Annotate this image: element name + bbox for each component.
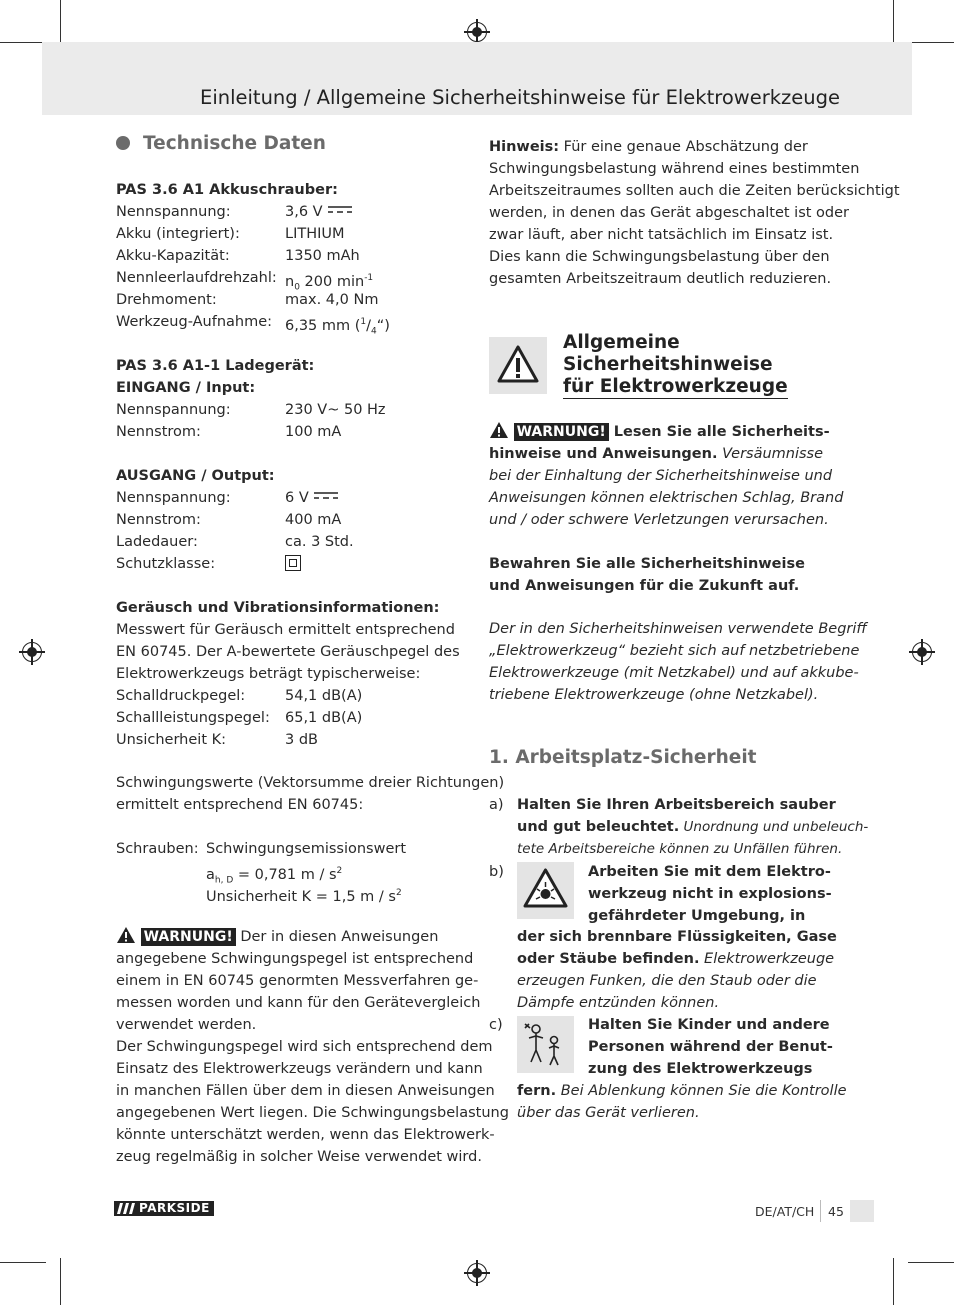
spec-label: Akku-Kapazität: xyxy=(116,248,230,264)
spec-label: Nennstrom: xyxy=(116,424,201,440)
crop-mark xyxy=(893,1258,894,1305)
text-line: der sich brennbare Flüssigkeiten, Gase xyxy=(517,929,837,945)
text-line: Halten Sie Ihren Arbeitsbereich sauber xyxy=(517,797,836,813)
spec-value: 100 mA xyxy=(285,424,342,440)
text-line: angegebene Schwingungspegel ist entsprechend xyxy=(116,951,474,967)
spec-value: $a_{h, D} = 0,781$ m / $s^2$ xyxy=(206,866,343,886)
spec-label: Nennleerlaufdrehzahl: xyxy=(116,270,277,286)
text-line: Halten Sie Kinder und andere xyxy=(588,1017,830,1033)
text-line: zung des Elektrowerkzeugs xyxy=(588,1061,813,1077)
text-line: und gut beleuchtet. Unordnung und unbeleuch- xyxy=(517,819,869,835)
spec-value: 3 dB xyxy=(285,732,318,748)
registration-mark-icon xyxy=(467,22,487,42)
protection-class-icon xyxy=(285,555,301,571)
input-title: EINGANG / Input: xyxy=(116,380,256,396)
text-line: gefährdeter Umgebung, in xyxy=(588,908,806,924)
dc-symbol-icon xyxy=(313,491,339,501)
spec-label: Schalldruckpegel: xyxy=(116,688,246,704)
footer-divider xyxy=(820,1200,821,1222)
spec-value: 3,6 V xyxy=(285,201,353,223)
explosion-hazard-icon xyxy=(517,862,574,919)
footer-box xyxy=(850,1200,874,1222)
text-line: Arbeitszeitraumes sollten auch die Zeiten berücksichtigt xyxy=(489,183,900,199)
registration-mark-icon xyxy=(467,1263,487,1283)
text-line: zwar läuft, aber nicht tatsächlich im Einsatz ist. xyxy=(489,227,834,243)
bullet-icon xyxy=(116,136,130,150)
charger-title: PAS 3.6 A1-1 Ladegerät: xyxy=(116,358,315,374)
text-line: in manchen Fällen über dem in diesen Anweisungen xyxy=(116,1083,495,1099)
spec-value: 230 V~ 50 Hz xyxy=(285,402,386,418)
text-line: ermittelt entsprechend EN 60745: xyxy=(116,797,364,813)
text-line: werden, in denen das Gerät abgeschaltet ist oder xyxy=(489,205,850,221)
crop-mark xyxy=(893,0,894,46)
spec-label: Schallleistungspegel: xyxy=(116,710,270,726)
text-line: über das Gerät verlieren. xyxy=(517,1105,700,1121)
crop-mark xyxy=(908,1262,954,1263)
spec-value: 54,1 dB(A) xyxy=(285,688,363,704)
text-line: bei der Einhaltung der Sicherheitshinweise und xyxy=(489,468,833,484)
work-safety-title: 1. Arbeitsplatz-Sicherheit xyxy=(489,747,757,768)
parkside-logo: PARKSIDE xyxy=(114,1201,214,1216)
spec-label: Werkzeug-Aufnahme: xyxy=(116,314,273,330)
section-title-technical-data: Technische Daten xyxy=(143,133,326,154)
spec-label: Schrauben: xyxy=(116,841,199,857)
warning-badge: WARNUNG! xyxy=(514,423,609,441)
text-line: Elektrowerkzeugs beträgt typischerweise: xyxy=(116,666,421,682)
text-line: Personen während der Benut- xyxy=(588,1039,833,1055)
text-line: tete Arbeitsbereiche können zu Unfällen führen. xyxy=(517,841,843,857)
spec-label: Akku (integriert): xyxy=(116,226,240,242)
text-line: Messwert für Geräusch ermittelt entsprechend xyxy=(116,622,455,638)
list-letter: c) xyxy=(489,1017,503,1033)
spec-value: Schwingungsemissionswert xyxy=(206,841,407,857)
spec-value: ca. 3 Std. xyxy=(285,534,354,550)
spec-label: Drehmoment: xyxy=(116,292,217,308)
text-line: Hinweis: Für eine genaue Abschätzung der xyxy=(489,139,808,155)
text-line: werkzeug nicht in explosions- xyxy=(588,886,832,902)
text-line: Arbeiten Sie mit dem Elektro- xyxy=(588,864,831,880)
spec-value: Unsicherheit K = 1,5 m / $s^2$ xyxy=(206,888,402,905)
spec-value: max. 4,0 Nm xyxy=(285,292,379,308)
list-letter: a) xyxy=(489,797,504,813)
text-line: Schwingungsbelastung während eines bestimmten xyxy=(489,161,860,177)
text-line: gesamten Arbeitszeitraum deutlich reduzieren. xyxy=(489,271,832,287)
model-title: PAS 3.6 A1 Akkuschrauber: xyxy=(116,182,338,198)
spec-value: 1350 mAh xyxy=(285,248,360,264)
spec-label: Unsicherheit K: xyxy=(116,732,227,748)
text-line: Elektrowerkzeuge (mit Netzkabel) und auf akkube- xyxy=(489,665,859,681)
registration-mark-icon xyxy=(22,642,42,662)
text-line: Dies kann die Schwingungsbelastung über den xyxy=(489,249,830,265)
spec-value: 65,1 dB(A) xyxy=(285,710,363,726)
text-line: Der Schwingungspegel wird sich entsprechend dem xyxy=(116,1039,493,1055)
output-title: AUSGANG / Output: xyxy=(116,468,275,484)
text-line: messen worden und kann für den Gerätevergleich xyxy=(116,995,481,1011)
crop-mark xyxy=(60,1258,61,1305)
spec-label: Nennspannung: xyxy=(116,204,231,220)
warning-triangle-icon xyxy=(116,926,136,944)
spec-value: 6,35 mm $(^1/_4“)$ xyxy=(285,317,390,337)
brand-stripes-icon xyxy=(117,1203,137,1214)
text-line: und Anweisungen für die Zukunft auf. xyxy=(489,578,800,594)
spec-value: 400 mA xyxy=(285,512,342,528)
warning-badge: WARNUNG! xyxy=(141,928,236,946)
text-line: EN 60745. Der A-bewertete Geräuschpegel des xyxy=(116,644,460,660)
text-line: verwendet werden. xyxy=(116,1017,257,1033)
crop-mark xyxy=(0,42,46,43)
text-line: hinweise und Anweisungen. Versäumnisse xyxy=(489,446,824,462)
dc-symbol-icon xyxy=(327,205,353,215)
keep-children-away-icon xyxy=(517,1016,574,1073)
text-line: Der in den Sicherheitshinweisen verwendete Begriff xyxy=(489,621,867,637)
page-title: Einleitung / Allgemeine Sicherheitshinweise für Elektrowerkzeuge xyxy=(200,86,840,109)
text-line: Anweisungen können elektrischen Schlag, Brand xyxy=(489,490,844,506)
text-line: oder Stäube befinden. Elektrowerkzeuge xyxy=(517,951,835,967)
warning-pictogram-icon xyxy=(489,337,547,394)
warning-triangle-icon xyxy=(489,421,509,439)
crop-mark xyxy=(60,0,61,46)
text-line: erzeugen Funken, die den Staub oder die xyxy=(517,973,817,989)
spec-label: Nennspannung: xyxy=(116,402,231,418)
spec-value: LITHIUM xyxy=(285,226,345,242)
text-line: und / oder schwere Verletzungen verursachen. xyxy=(489,512,829,528)
text-line: zeug regelmäßig in solcher Weise verwendet wird. xyxy=(116,1149,482,1165)
country-code: DE/AT/CH xyxy=(755,1204,815,1219)
warning-paragraph-first: WARNUNG! Der in diesen Anweisungen xyxy=(116,926,438,948)
warning2-line: WARNUNG! Lesen Sie alle Sicherheits- xyxy=(489,421,830,443)
list-letter: b) xyxy=(489,864,504,880)
spec-label: Nennspannung: xyxy=(116,490,231,506)
text-line: Schwingungswerte (Vektorsumme dreier Richtungen) xyxy=(116,775,505,791)
noise-title: Geräusch und Vibrationsinformationen: xyxy=(116,600,440,616)
spec-value: $n_0$ 200 $\min^{-1}$ xyxy=(285,273,374,293)
text-line: angegebenen Wert liegen. Die Schwingungsbelastung xyxy=(116,1105,509,1121)
text-line: fern. Bei Ablenkung können Sie die Kontrolle xyxy=(517,1083,847,1099)
crop-mark xyxy=(908,42,954,43)
page-number: 45 xyxy=(828,1204,844,1219)
text-line: triebene Elektrowerkzeuge (ohne Netzkabel). xyxy=(489,687,819,703)
crop-mark xyxy=(0,1262,46,1263)
text-line: einem in EN 60745 genormten Messverfahren ge- xyxy=(116,973,479,989)
text-line: „Elektrowerkzeug“ bezieht sich auf netzbetriebene xyxy=(489,643,860,659)
text-line: Bewahren Sie alle Sicherheitshinweise xyxy=(489,556,805,572)
spec-label: Schutzklasse: xyxy=(116,556,216,572)
registration-mark-icon xyxy=(912,642,932,662)
text-line: Einsatz des Elektrowerkzeugs verändern und kann xyxy=(116,1061,483,1077)
safety-section-title: Allgemeine Sicherheitshinweise für Elektrowerkzeuge xyxy=(563,332,788,397)
spec-label: Nennstrom: xyxy=(116,512,201,528)
spec-value: 6 V xyxy=(285,487,339,509)
text-line: könnte unterschätzt werden, wenn das Elektrowerk- xyxy=(116,1127,495,1143)
spec-label: Ladedauer: xyxy=(116,534,198,550)
text-line: Dämpfe entzünden können. xyxy=(517,995,720,1011)
